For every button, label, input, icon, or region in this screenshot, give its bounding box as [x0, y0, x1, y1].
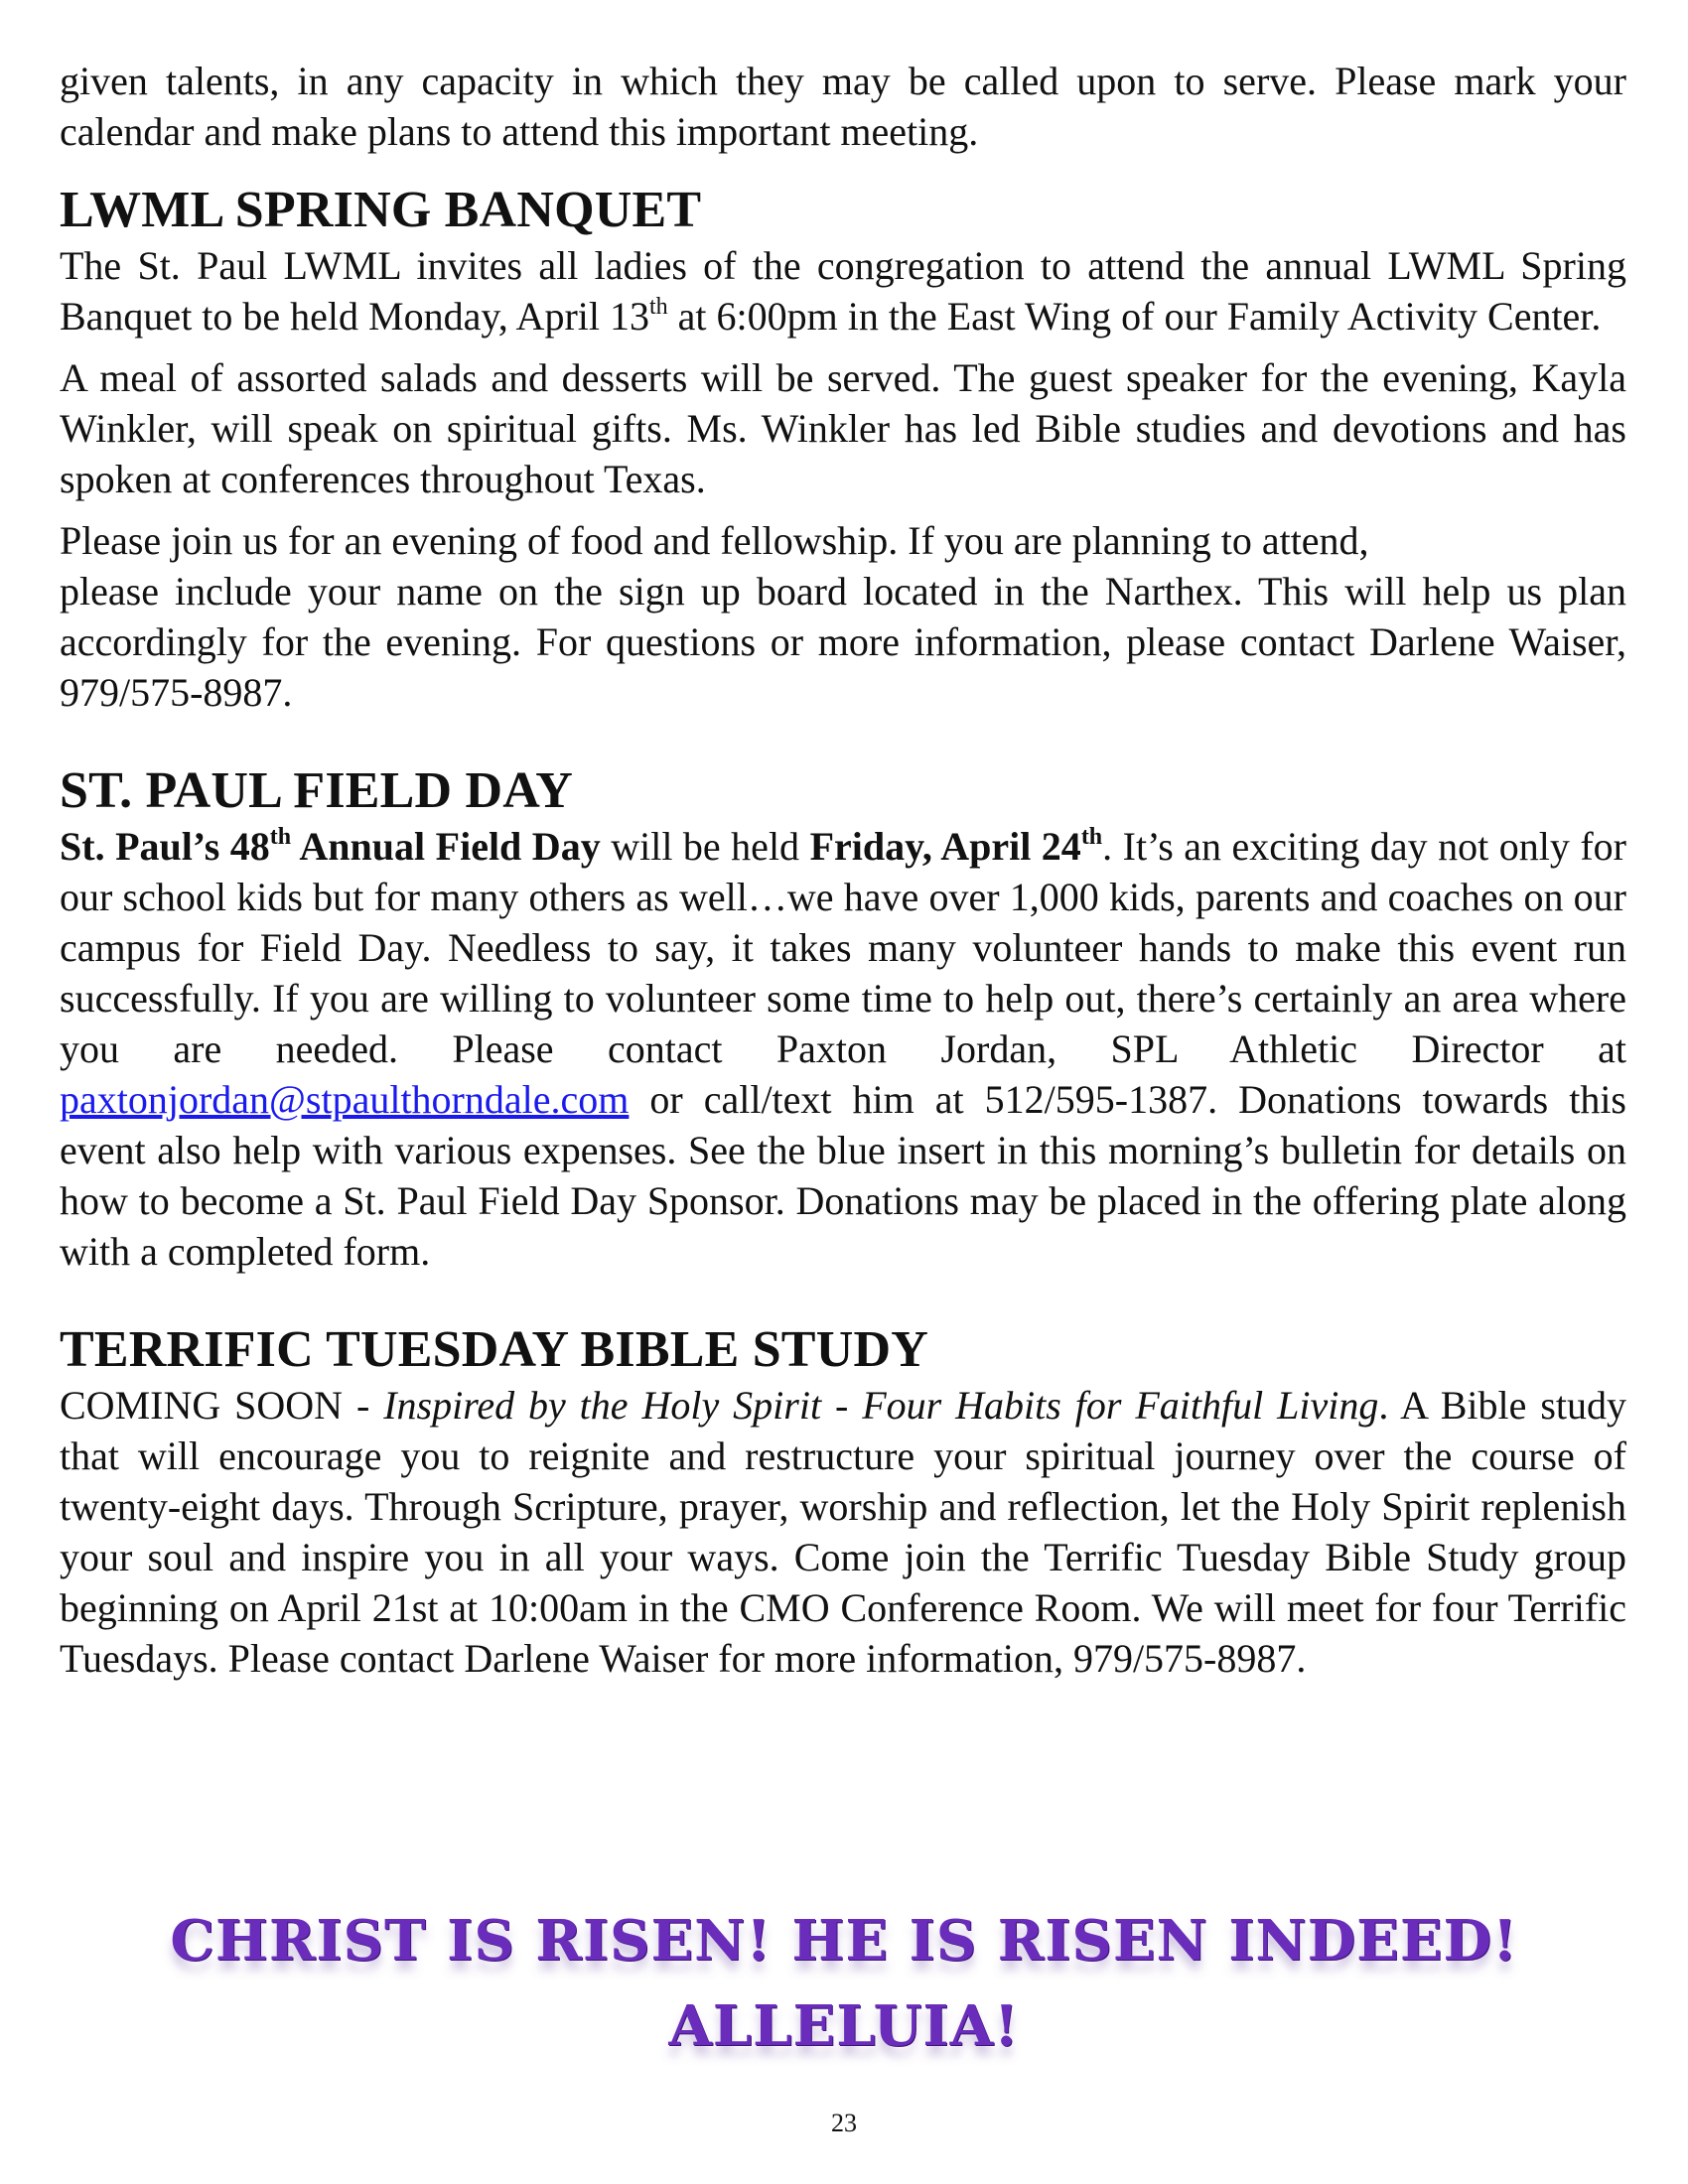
banquet-section — [60, 181, 1626, 718]
banquet-p1-superscript: th — [648, 293, 668, 320]
banquet-p1-text-end: at 6:00pm in the East Wing of our Family Activity Center. — [667, 294, 1602, 339]
banquet-heading: LWML SPRING BANQUET — [60, 182, 702, 238]
bible-study-section — [60, 1320, 1626, 1684]
newsletter-page — [60, 56, 1626, 1695]
banquet-paragraph-1 — [60, 240, 1626, 341]
field-day-title: St. Paul’s 48th Annual Field Day — [60, 823, 601, 869]
intro-paragraph: given talents, in any capacity in which they may be called upon to serve. Please mark your calendar and make plans to attend this important meeting. — [60, 59, 1626, 154]
field-day-paragraph: St. Paul’s 48th Annual Field Day will be held Friday, April 24th. It’s an exciting day not only for our school kids but for many others as well…we have over 1,000 kids, parents and coaches on our campus for Field Day. Needless to say, it takes many volunteer hands to make this event run successfully. If you are willing to volunteer some time to help out, there’s certainly an area where you are needed. Please contact Paxton Jordan, SPL Athletic Director at paxtonjordan@stpaulthorndale.com or call/text him at 512/595-1387. Donations towards this event also help with various expenses. See the blue insert in this morning’s bulletin for details on how to become a St. Paul Field Day Sponsor. Donations may be placed in the offering plate along with a completed form. — [60, 823, 1626, 1274]
field-day-section — [60, 761, 1626, 1277]
easter-banner — [0, 1898, 1688, 2069]
bible-study-heading: TERRIFIC TUESDAY BIBLE STUDY — [60, 1321, 928, 1378]
page-number: 23 — [831, 2109, 857, 2137]
bible-study-paragraph: COMING SOON - Inspired by the Holy Spirit - Four Habits for Faithful Living. A Bible study that will encourage you to reignite and restructure your spiritual journey over the course of twenty-eight days. Through Scripture, prayer, worship and reflection, let the Holy Spirit replenish your soul and inspire you in all your ways. Come join the Terrific Tuesday Bible Study group beginning on April 21st at 10:00am in the CMO Conference Room. We will meet for four Terrific Tuesdays. Please contact Darlene Waiser for more information, 979/575-8987. — [60, 1383, 1626, 1681]
banquet-paragraph-2: A meal of assorted salads and desserts will be served. The guest speaker for the evening, Kayla Winkler, will speak on spiritual gifts. Ms. Winkler has led Bible studies and devotions and has spoken at conferences throughout Texas. — [60, 355, 1626, 501]
banquet-paragraph-3 — [60, 515, 1626, 718]
field-day-date: Friday, April 24th — [809, 823, 1103, 869]
easter-banner-line-2: ALLELUIA! — [668, 1993, 1020, 2059]
easter-banner-line-1: CHRIST IS RISEN! HE IS RISEN INDEED! — [170, 1908, 1518, 1974]
banquet-p1-text: The St. Paul LWML invites all ladies of the congregation to attend the annual LWML Spring Banquet to be held Monday, April 13 — [60, 243, 1626, 339]
bible-study-title: Inspired by the Holy Spirit - Four Habits for Faithful Living — [383, 1383, 1379, 1428]
banquet-p3-rest: please include your name on the sign up board located in the Narthex. This will help us plan accordingly for the evening. For questions or more information, please contact Darlene Waiser, 979/575-8987. — [60, 569, 1626, 715]
field-day-heading: ST. PAUL FIELD DAY — [60, 762, 573, 819]
banquet-p3-first-line: Please join us for an evening of food and fellowship. If you are planning to attend, — [60, 518, 1369, 563]
athletic-director-email-link[interactable]: paxtonjordan@stpaulthorndale.com — [60, 1077, 630, 1122]
